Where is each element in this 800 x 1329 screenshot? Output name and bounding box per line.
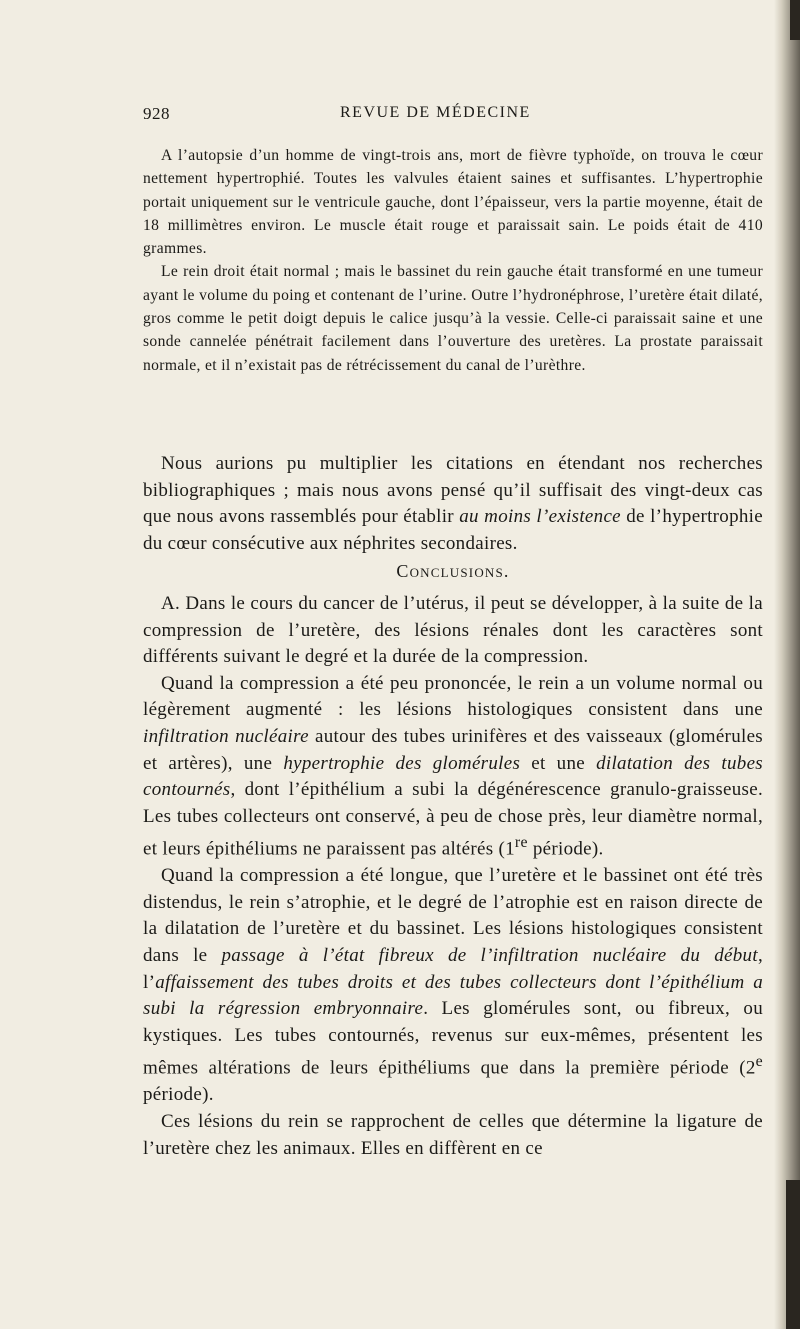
summary-italic: au moins l’existence xyxy=(459,506,621,528)
case-paragraph: A l’autopsie d’un homme de vingt-trois ans, mort de fièvre typhoïde, on trouva le cœur nettement hypertrophié. Toutes les valvules étaient saines et suffisantes. L’hypertrophie portait uniquement sur le ventricule gauche, dont l’épaisseur, vers la partie moyenne, était de 18 millimètres environ. Le muscle était rouge et paraissait sain. Le poids était de 410 grammes. xyxy=(143,147,763,258)
running-header xyxy=(143,104,778,128)
conclusions-heading: Conclusions. xyxy=(396,561,510,581)
conclusion-paragraph: Quand la compression a été longue, que l’uretère et le bassinet ont été très distendus, le rein s’atrophie, et le degré de l’atrophie est en raison directe de la dilatation de l’uretère et du bassinet. Les lésions histologiques consistent dans le passage à l’état fibreux de l’infiltration nucléaire du début, l’affaissement des tubes droits et des tubes collecteurs dont l’épithélium a subi la régression embryonnaire. Les glomérules sont, ou fibreux, ou kystiques. Les tubes contournés, revenus sur eux-mêmes, présentent les mêmes altérations de leurs épithéliums que dans la première période (2e période). xyxy=(143,865,763,1106)
page-edge-shadow xyxy=(774,0,800,1329)
conclusion-paragraph: Ces lésions du rein se rapprochent de celles que détermine la ligature de l’uretère chez les animaux. Elles en diffèrent en ce xyxy=(143,1110,763,1159)
summary-text: de l’hypertrophie du cœur consécutive aux néphrites secondaires. xyxy=(143,506,763,554)
summary-paragraph xyxy=(143,451,763,557)
running-title: REVUE DE MÉDECINE xyxy=(340,104,531,121)
page-edge-mark xyxy=(790,0,800,40)
summary-text: Nous aurions pu multiplier les citations en étendant nos recherches bibliographiques ; mais nous avons pensé qu’il suffisait des vingt-deux cas que nous avons rassemblés pour établir xyxy=(143,453,763,528)
conclusion-paragraph: A. Dans le cours du cancer de l’utérus, il peut se développer, à la suite de la compression de l’uretère, des lésions rénales dont les caractères sont différents suivant le degré et la durée de la compression. xyxy=(143,593,763,668)
page-edge-mark xyxy=(786,1180,800,1329)
conclusions-block xyxy=(143,591,763,1162)
page-number: 928 xyxy=(143,104,170,123)
case-report-block xyxy=(143,144,763,377)
case-paragraph: Le rein droit était normal ; mais le bassinet du rein gauche était transformé en une tumeur ayant le volume du poing et contenant de l’urine. Outre l’hydronéphrose, l’uretère était dilaté, gros comme le petit doigt depuis le calice jusqu’à la vessie. Celle-ci paraissait saine et une sonde cannelée pénétrait facilement dans l’ouverture des uretères. La prostate paraissait normale, et il n’existait pas de rétrécissement du canal de l’urèthre. xyxy=(143,263,763,374)
conclusion-paragraph: Quand la compression a été peu prononcée, le rein a un volume normal ou légèrement augmenté : les lésions histologiques consistent dans une infiltration nucléaire autour des tubes urinifères et des vaisseaux (glomérules et artères), une hypertrophie des glomérules et une dilatation des tubes contournés, dont l’épithélium a subi la dégénérescence granulo-graisseuse. Les tubes collecteurs ont conservé, à peu de chose près, leur diamètre normal, et leurs épithéliums ne paraissent pas altérés (1re période). xyxy=(143,672,763,860)
